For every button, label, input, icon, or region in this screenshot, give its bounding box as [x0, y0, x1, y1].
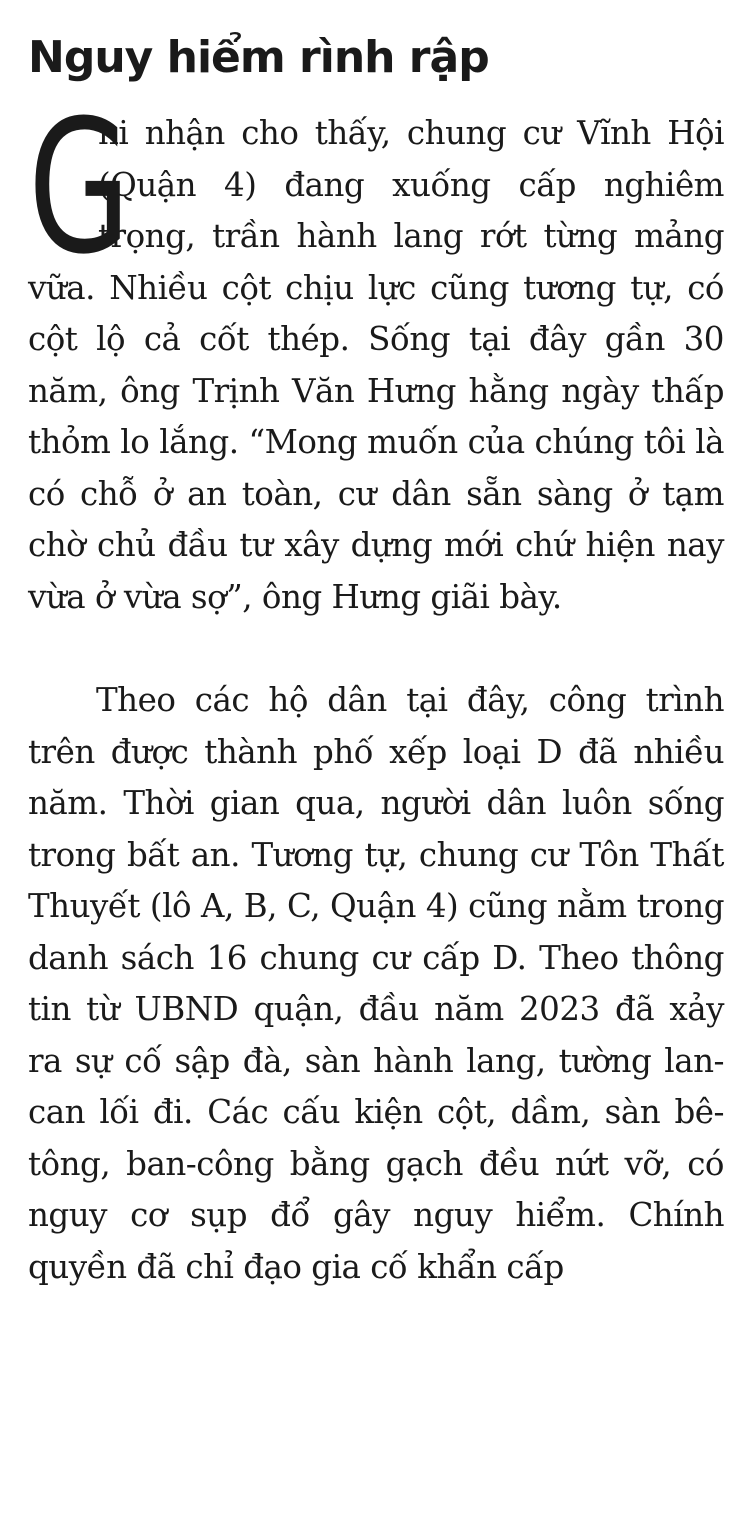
paragraph-2-text: Theo các hộ dân tại đây, công trình trên được thành phố xếp loại D đã nhiều năm. Thời gian qua, người dân luôn sống trong bất an. Tương tự, chung cư Tôn Thất Thuyết (lô A, B, C, Quận 4) cũng nằm trong danh sách 16 chung cư cấp D. Theo thông tin từ UBND quận, đầu năm 2023 đã xảy ra sự cố sập đà, sàn hành lang, tường lan-can lối đi. Các cấu kiện cột, dầm, sàn bê-tông, ban-công bằng gạch đều nứt vỡ, có nguy cơ sụp đổ gây nguy hiểm. Chính quyền đã chỉ đạo gia cố khẩn cấp: [28, 681, 724, 1286]
article-headline: Nguy hiểm rình rập: [28, 32, 489, 83]
paragraph-spacer: [28, 623, 724, 675]
drop-cap: G: [28, 81, 131, 295]
article-paragraph-1: [28, 81, 724, 623]
article-paragraph-2: [28, 675, 724, 1293]
article: [28, 28, 724, 1293]
paragraph-1-text: hi nhận cho thấy, chung cư Vĩnh Hội (Quận 4) đang xuống cấp nghiêm trọng, trần hành lang rớt từng mảng vữa. Nhiều cột chịu lực cũng tương tự, có cột lộ cả cốt thép. Sống tại đây gần 30 năm, ông Trịnh Văn Hưng hằng ngày thấp thỏm lo lắng. “Mong muốn của chúng tôi là có chỗ ở an toàn, cư dân sẵn sàng ở tạm chờ chủ đầu tư xây dựng mới chứ hiện nay vừa ở vừa sợ”, ông Hưng giãi bày.: [28, 114, 724, 616]
